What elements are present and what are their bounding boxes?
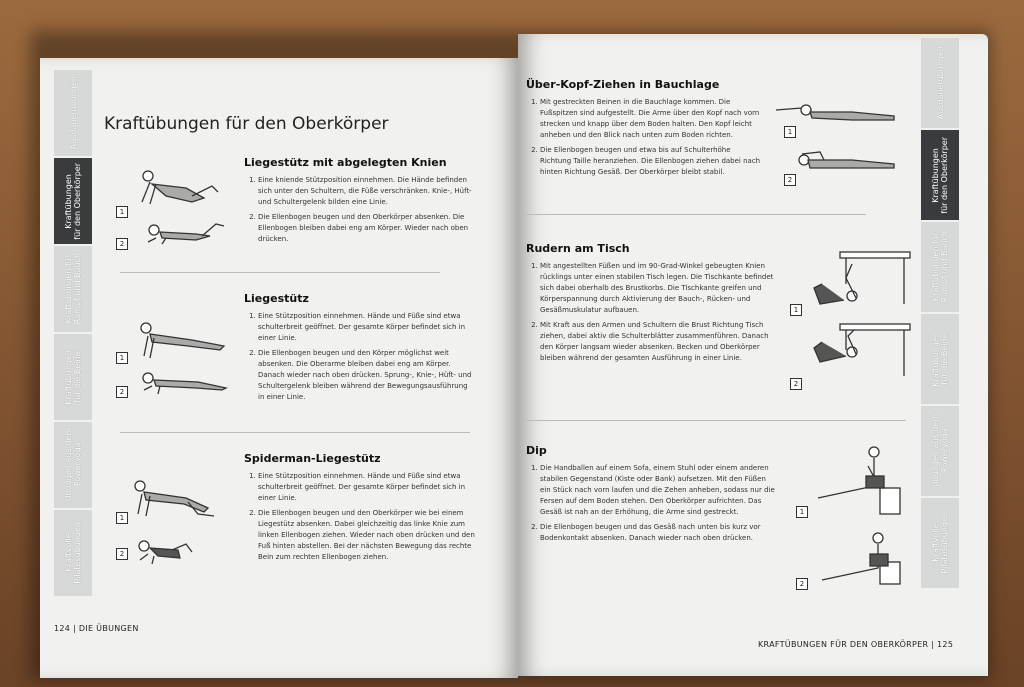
left-page: [40, 58, 518, 678]
figure-number: 1: [790, 304, 802, 316]
page-footer: 124 | DIE ÜBUNGEN: [54, 624, 139, 633]
dip-illustration: [808, 442, 918, 602]
figure-number: 1: [116, 206, 128, 218]
pushup-illustration: [128, 320, 238, 400]
tab-poweryoga: [921, 406, 959, 496]
figure-number: 1: [116, 512, 128, 524]
exercise-step: 1. Mit gestreckten Beinen in die Bauchlage kommen. Die Fußspitzen sind aufgestellt. Die Arme über den Kopf nach vorn strecken und knapp über dem Boden halten. Den Kopf leicht anheben und den Blick nach unten zum Boden richten.: [540, 97, 762, 141]
left-tab-strip: [54, 70, 92, 598]
divider: [120, 272, 440, 273]
right-page: [518, 34, 988, 676]
tab-label: Kraftvolle Pilatesübungen: [931, 512, 949, 574]
exercise-spiderman-pushup: [244, 452, 476, 567]
exercise-pushup: [244, 292, 476, 407]
figure-number: 2: [116, 238, 128, 250]
spiderman-pushup-illustration: [128, 474, 238, 569]
tab-label: Kraftübungen für Rumpf und Bauch: [64, 253, 82, 325]
figure-number: 2: [116, 386, 128, 398]
tab-beine: [921, 314, 959, 404]
tab-label: Ausdauerübungen: [68, 76, 78, 150]
tab-rumpf-bauch: [54, 246, 92, 332]
figure-number: 2: [790, 378, 802, 390]
exercise-step: 2. Die Ellenbogen beugen und das Gesäß nach unten bis kurz vor Bodenkontakt absenken. Danach wieder nach oben drücken.: [540, 522, 778, 544]
exercise-step: 1. Eine Stützposition einnehmen. Hände und Füße sind etwa schulterbreit geöffnet. Der gesamte Körper befindet sich in einer Linie.: [258, 471, 476, 504]
exercise-step: 1. Eine Stützposition einnehmen. Hände und Füße sind etwa schulterbreit geöffnet. Der gesamte Körper befindet sich in einer Linie.: [258, 311, 476, 344]
tab-label: Kraftübungen für Rumpf und Bauch: [931, 231, 949, 303]
divider: [526, 214, 866, 215]
tab-label: Übungen aus dem Poweryoga: [931, 414, 949, 488]
tab-label: Kraftübungen für die Beine: [64, 349, 82, 405]
tab-oberkoerper: [54, 158, 92, 244]
tab-pilates: [54, 510, 92, 596]
figure-number: 2: [784, 174, 796, 186]
exercise-step: 1. Eine kniende Stützposition einnehmen. Die Hände befinden sich unter den Schultern, die Füße verschränken. Knie-, Hüft- und Schultergelenk bilden eine Linie.: [258, 175, 474, 208]
exercise-heading: Liegestütz: [244, 292, 309, 305]
exercise-kneeling-pushup: [244, 156, 474, 249]
exercise-step: 1. Mit angestellten Füßen und im 90-Grad-Winkel gebeugten Knien rücklings unter einen stabilen Tisch legen. Die Tischkante befindet sich dabei oberhalb des Brustkorbs. Die Tischkante greifen und Körperspannung durch Aktivierung der Bauch-, Rücken- und Gesäßmuskulatur aufbauen.: [540, 261, 774, 316]
exercise-heading: Rudern am Tisch: [526, 242, 630, 255]
tab-ausdauer: [54, 70, 92, 156]
tab-label: Kraftübungen für den Oberkörper: [931, 136, 949, 214]
tab-oberkoerper: [921, 130, 959, 220]
exercise-heading: Spiderman-Liegestütz: [244, 452, 381, 465]
page-footer: KRAFTÜBUNGEN FÜR DEN OBERKÖRPER | 125: [758, 640, 954, 649]
table-row-illustration: [800, 244, 916, 394]
exercise-dip: [526, 444, 778, 548]
figure-number: 1: [116, 352, 128, 364]
tab-label: Übungen aus dem Poweryoga: [64, 428, 82, 502]
figure-number: 1: [796, 506, 808, 518]
tab-pilates: [921, 498, 959, 588]
exercise-step: 2. Die Ellenbogen beugen und den Oberkörper wie bei einem Liegestütz absenken. Dabei gleichzeitig das linke Knie zum linken Ellenbogen ziehen. Wieder nach oben drücken und den Fuß hinten abstellen. Bei der nächsten Bewegung das rechte Bein zum rechten Ellenbogen ziehen.: [258, 508, 476, 563]
exercise-overhead-pull: [526, 78, 762, 182]
exercise-heading: Dip: [526, 444, 547, 457]
exercise-step: 2. Die Ellenbogen beugen und den Oberkörper absenken. Die Ellenbogen bleiben dabei eng am Körper. Wieder nach oben drücken.: [258, 212, 474, 245]
exercise-step: 2. Die Ellenbogen beugen und den Körper möglichst weit absenken. Die Oberarme bleiben dabei eng am Körper. Danach wieder nach oben drücken. Sprung-, Knie-, Hüft- und Schultergelenk bleiben während der Bewegungsausführung in einer Linie.: [258, 348, 476, 403]
page-title: Kraftübungen für den Oberkörper: [104, 114, 389, 134]
tab-poweryoga: [54, 422, 92, 508]
exercise-step: 1. Die Handballen auf einem Sofa, einem Stuhl oder einem anderen stabilen Gegenstand (Kiste oder Bank) aufsetzen. Mit den Füßen ein Stück nach vorn laufen und die Zehen anheben, sodass nur die Fersen auf dem Boden stehen. Den Oberkörper aufrichten. Das Gesäß ist nah an der Erhöhung, die Arme sind gestreckt.: [540, 463, 778, 518]
exercise-heading: Liegestütz mit abgelegten Knien: [244, 156, 447, 169]
figure-number: 2: [116, 548, 128, 560]
exercise-heading: Über-Kopf-Ziehen in Bauchlage: [526, 78, 720, 91]
tab-rumpf-bauch: [921, 222, 959, 312]
right-tab-strip: [921, 38, 959, 590]
tab-ausdauer: [921, 38, 959, 128]
tab-label: Ausdauerübungen: [935, 46, 945, 120]
kneeling-pushup-illustration: [126, 166, 236, 251]
exercise-step: 2. Mit Kraft aus den Armen und Schultern die Brust Richtung Tisch ziehen, dabei aktiv die Schulterblätter zusammenführen. Danach den Körper langsam wieder absenken. Becken und Oberkörper bleiben während der gesamten Ausführung in einer Linie.: [540, 320, 774, 364]
figure-number: 1: [784, 126, 796, 138]
tab-label: Kraftübungen für die Beine: [931, 331, 949, 387]
tab-beine: [54, 334, 92, 420]
divider: [120, 432, 470, 433]
tab-label: Kraftübungen für den Oberkörper: [64, 162, 82, 240]
divider: [526, 420, 906, 421]
tab-label: Kraftvolle Pilatesübungen: [64, 522, 82, 584]
figure-number: 2: [796, 578, 808, 590]
exercise-step: 2. Die Ellenbogen beugen und etwa bis auf Schulterhöhe Richtung Taille heranziehen. Die Ellenbogen ziehen dabei nach hinten Richtung Gesäß. Der Oberkörper bleibt stabil.: [540, 145, 762, 178]
exercise-table-row: [526, 242, 774, 368]
